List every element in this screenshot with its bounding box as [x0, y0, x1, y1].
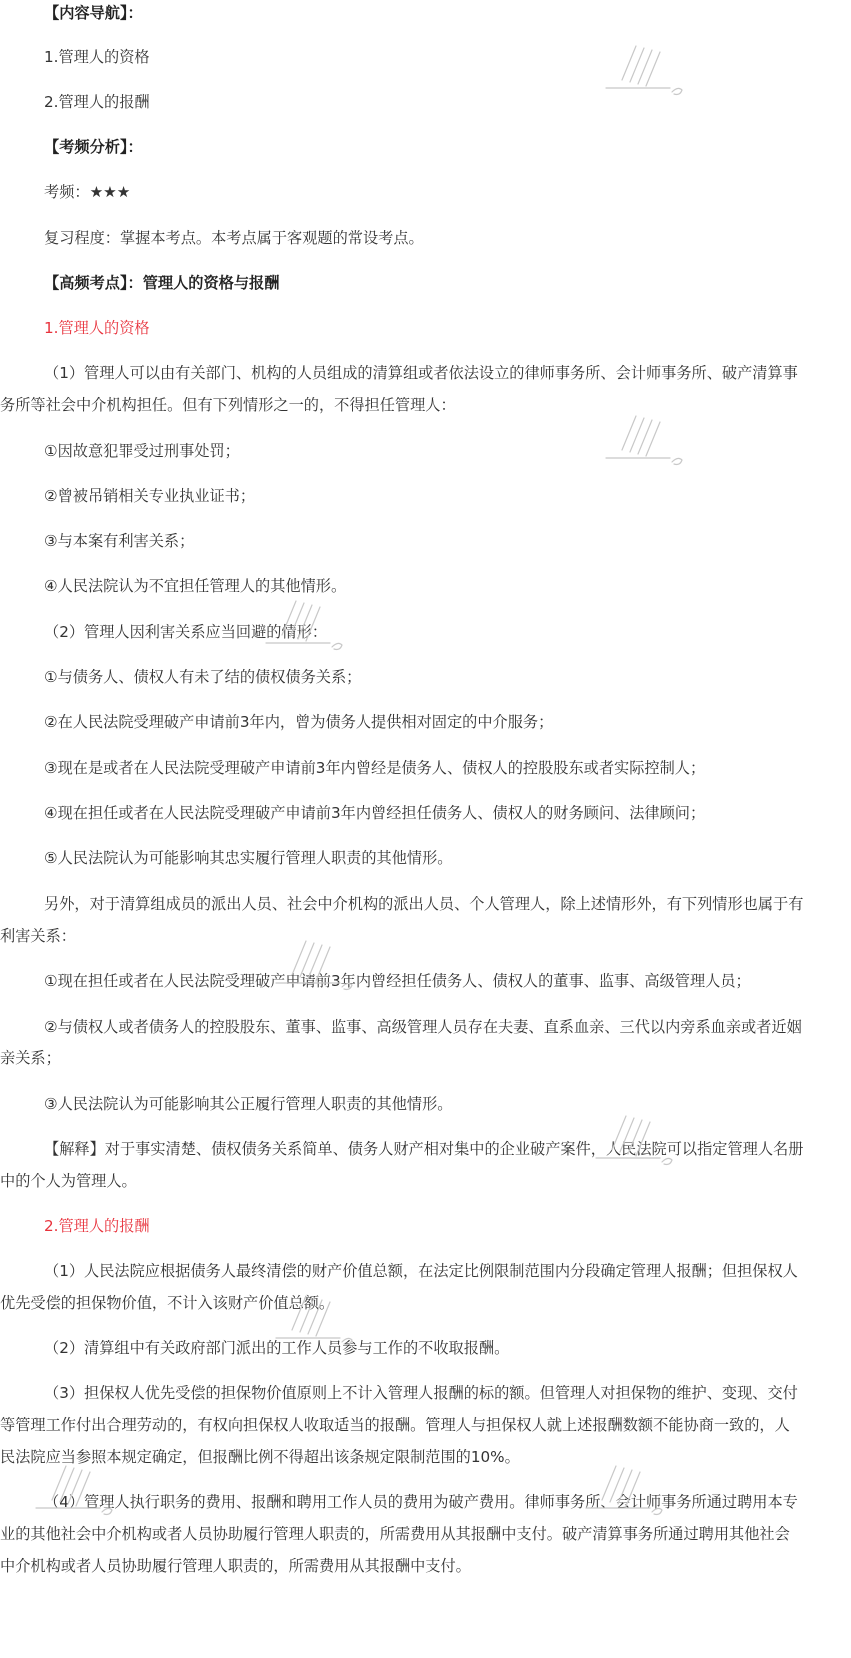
paragraph-line: （4）管理人执行职务的费用、报酬和聘用工作人员的费用为破产费用。律师事务所、会计师事务所通过聘用本专 [44, 1493, 798, 1511]
nav-item-qualification: 1.管理人的资格 [44, 48, 150, 66]
list-item: ②曾被吊销相关专业执业证书； [44, 487, 256, 505]
review-level: 复习程度：掌握本考点。本考点属于客观题的常设考点。 [44, 229, 424, 247]
list-item: ②在人民法院受理破产申请前3年内，曾为债务人提供相对固定的中介服务； [44, 713, 554, 731]
freq-heading: 【考频分析】： [44, 138, 143, 156]
list-item: ④人民法院认为不宜担任管理人的其他情形。 [44, 577, 347, 595]
list-item: ①因故意犯罪受过刑事处罚； [44, 442, 240, 460]
explanation-note: 中的个人为管理人。 [0, 1172, 137, 1190]
section-title-qualification: 1.管理人的资格 [44, 319, 150, 337]
nav-heading: 【内容导航】： [44, 4, 143, 22]
list-item: ③人民法院认为可能影响其公正履行管理人职责的其他情形。 [44, 1095, 453, 1113]
paragraph-line: 另外，对于清算组成员的派出人员、社会中介机构的派出人员、个人管理人，除上述情形外，有下列情形也属于有 [44, 895, 804, 913]
list-item: ④现在担任或者在人民法院受理破产申请前3年内曾经担任债务人、债权人的财务顾问、法律顾问； [44, 804, 706, 822]
paragraph-line: （2）清算组中有关政府部门派出的工作人员参与工作的不收取报酬。 [44, 1339, 510, 1357]
list-item: 亲关系； [0, 1049, 61, 1067]
nav-item-remuneration: 2.管理人的报酬 [44, 93, 150, 111]
paragraph-line: 业的其他社会中介机构或者人员协助履行管理人职责的，所需费用从其报酬中支付。破产清算事务所通过聘用其他社会 [0, 1525, 790, 1543]
list-item: ①现在担任或者在人民法院受理破产申请前3年内曾经担任债务人、债权人的董事、监事、高级管理人员； [44, 972, 751, 990]
hot-topic-heading: 【高频考点】：管理人的资格与报酬 [44, 274, 280, 292]
paragraph-line: 优先受偿的担保物价值，不计入该财产价值总额。 [0, 1294, 335, 1312]
list-item: ③现在是或者在人民法院受理破产申请前3年内曾经是债务人、债权人的控股股东或者实际控制人； [44, 759, 706, 777]
freq-value: 考频：★★★ [44, 183, 131, 201]
paragraph-line: 中介机构或者人员协助履行管理人职责的，所需费用从其报酬中支付。 [0, 1557, 471, 1575]
list-item: ①与债务人、债权人有未了结的债权债务关系； [44, 668, 362, 686]
list-item: ⑤人民法院认为可能影响其忠实履行管理人职责的其他情形。 [44, 849, 453, 867]
section-title-remuneration: 2.管理人的报酬 [44, 1217, 150, 1235]
list-item: ③与本案有利害关系； [44, 532, 195, 550]
list-item: ②与债权人或者债务人的控股股东、董事、监事、高级管理人员存在夫妻、直系血亲、三代以内旁系血亲或者近姻 [44, 1018, 802, 1036]
paragraph-line: 等管理工作付出合理劳动的，有权向担保权人收取适当的报酬。管理人与担保权人就上述报酬数额不能协商一致的，人 [0, 1416, 790, 1434]
paragraph-line: （3）担保权人优先受偿的担保物价值原则上不计入管理人报酬的标的额。但管理人对担保物的维护、变现、交付 [44, 1384, 798, 1402]
paragraph-line: 务所等社会中介机构担任。但有下列情形之一的，不得担任管理人： [0, 396, 456, 414]
paragraph-line: （1）管理人可以由有关部门、机构的人员组成的清算组或者依法设立的律师事务所、会计师事务所、破产清算事 [44, 364, 798, 382]
explanation-note: 【解释】对于事实清楚、债权债务关系简单、债务人财产相对集中的企业破产案件，人民法院可以指定管理人名册 [44, 1140, 804, 1158]
paragraph-line: 利害关系： [0, 927, 76, 945]
paragraph-line: 民法院应当参照本规定确定，但报酬比例不得超出该条规定限制范围的10%。 [0, 1448, 520, 1466]
paragraph-line: （2）管理人因利害关系应当回避的情形： [44, 623, 328, 641]
paragraph-line: （1）人民法院应根据债务人最终清偿的财产价值总额，在法定比例限制范围内分段确定管理人报酬；但担保权人 [44, 1262, 798, 1280]
